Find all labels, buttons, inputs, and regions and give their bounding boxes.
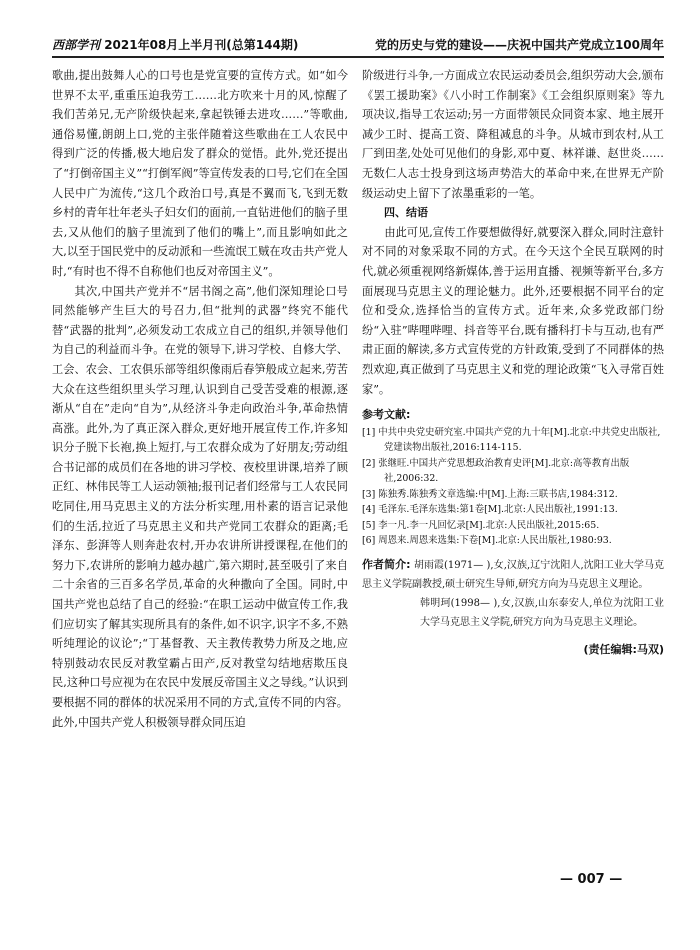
editor-note: (责任编辑:马双) — [583, 642, 664, 656]
reference-item: [3] 陈独秀.陈独秀文章选编:中[M].上海:三联书店,1984:312. — [362, 488, 618, 500]
references-list — [362, 425, 664, 549]
journal-logo: 西部学刊 — [52, 38, 101, 52]
paragraph: 阶级进行斗争,一方面成立农民运动委员会,组织劳动大会,颁布《罢工援助案》《八小时工作制案》《工会组织原则案》等九项决议,指导工农运动;另一方面带领民众同资本家、地主展开减少工时、提高工资、降租减息的斗争。从城市到农村,从工厂到田垄,处处可见他们的身影,邓中夏、林祥谦、赵世炎……无数仁人志士投身到这场声势浩大的革命中来,在世界无产阶级运动史上留下了浓墨重彩的一笔。 — [362, 69, 664, 200]
author-bio-1: 胡雨霞(1971— ),女,汉族,辽宁沈阳人,沈阳工业大学马克思主义学院副教授,硕士研究生导师,研究方向为马克思主义理论。 — [362, 559, 664, 590]
right-column — [362, 66, 664, 659]
author-info — [362, 555, 664, 632]
paragraph: 歌曲,提出鼓舞人心的口号也是党宣要的宣传方式。如“如今世界不太平,重重压迫我劳工……北方吹来十月的风,惊醒了我们苦弟兄,无产阶级快起来,拿起铁锤去进攻……”等歌曲,通俗易懂,朗朗上口,党的主张伴随着这些歌曲在工人农民中得到广泛的传播,极大地启发了群众的觉悟。此外,党还提出了“打倒帝国主义”“打倒军阀”等宣传发表的口号,它们在全国人民中广为流传,“这几个政治口号,真是不翼而飞,飞到无数乡村的青年壮年老头子妇女们的面前,一直钻进他们的脑子里去,又从他们的脑子里流到了他们的嘴上”,而且影响如此之大,以至于国民党中的反动派和一些流氓工贼在攻击共产党人时,“有时也不得不自称他们也反对帝国主义”。 — [52, 69, 348, 278]
section-title: 党的历史与党的建设——庆祝中国共产党成立100周年 — [374, 38, 664, 52]
reference-item: [6] 周恩来.周恩来选集:下卷[M].北京:人民出版社,1980:93. — [362, 535, 612, 547]
issue-info: 2021年08月上半月刊(总第144期) — [104, 38, 299, 52]
reference-item: [1] 中共中央党史研究室.中国共产党的九十年[M].北京:中共党史出版社,党建读物出版社,2016:114-115. — [362, 426, 661, 454]
section-heading: 四、结语 — [384, 206, 428, 220]
page-number: — 007 — — [560, 872, 623, 887]
reference-item: [4] 毛泽东.毛泽东选集:第1卷[M].北京:人民出版社,1991:13. — [362, 504, 618, 516]
reference-item: [5] 李一凡.李一凡回忆录[M].北京:人民出版社,2015:65. — [362, 519, 600, 531]
paragraph: 其次,中国共产党并不“居书阁之高”,他们深知理论口号同然能够产生巨大的号召力,但“批判的武器”终究不能代替“武器的批判”,必须发动工农成立自己的组织,并领导他们为自己的利益而斗争。在党的领导下,讲习学校、自修大学、工会、农会、工农俱乐部等组织像雨后春笋般成立起来,劳苦大众在这些组织里头学习理,认识到自己受苦受难的根源,逐渐从“自在”走向“自为”,从经济斗争走向政治斗争,革命热情高涨。此外,为了真正深入群众,更好地开展宣传工作,许多知识分子脱下长袍,换上短打,与工农群众成为了好朋友;劳动组合书记部的成员们在各地的讲习学校、夜校里讲课,培养了顾正红、林伟民等工人运动领袖;报刊记者们经常与工人农民同吃同住,用马克思主义的方法分析实理,用朴素的语言记录他们的生活,拉近了马克思主义和共产党同工农群众的距离;毛泽东、彭湃等人则奔赴农村,开办农讲所讲授课程,在他们的努力下,农讲所的影响力越办越广,第六期时,甚至吸引了来自二十余省的三百多名学员,革命的火种撒向了全国。同时,中国共产党也总结了自己的经验:“在职工运动中做宣传工作,我们应切实了解其实现所具有的条件,如不识字,识字不多,不熟听纯理论的议论”;“丁基督教、天主教传教势力所及之地,应特别鼓动农民反对教堂霸占田产,反对教堂勾结地痞欺压良民,这种口号应视为在农民中发展反帝国主义之导线。”认识到要根据不同的群体的状况采用不同的方式,宣传不同的内容。此外,中国共产党人积极领导群众同压迫 — [52, 284, 348, 729]
reference-item: [2] 张继旺.中国共产党思想政治教育史评[M].北京:高等教育出版社,2006:32. — [362, 457, 630, 485]
left-column — [52, 66, 348, 732]
page-header — [52, 34, 664, 58]
header-left — [52, 36, 298, 53]
author-label: 作者简介: — [362, 557, 411, 571]
paragraph: 由此可见,宣传工作要想做得好,就要深入群众,同时注意针对不同的对象采取不同的方式。在今天这个全民互联网的时代,就必须重视网络新媒体,善于运用直播、视频等新平台,多方面展现马克思主义的理论魅力。此外,还要根据不同平台的定位和受众,选择恰当的宣传方式。近年来,众多党政部门纷纷“入驻”哔哩哔哩、抖音等平台,既有播科打卡与互动,也有严肃正面的解读,多方式宣传党的方针政策,受到了不同群体的热烈欢迎,真正做到了马克思主义和党的理论政策“飞入寻常百姓家”。 — [362, 225, 664, 396]
references-title: 参考文献: — [362, 408, 411, 422]
author-bio-2: 韩明珂(1998— ),女,汉族,山东泰安人,单位为沈阳工业大学马克思主义学院,研究方向为马克思主义理论。 — [420, 597, 664, 628]
